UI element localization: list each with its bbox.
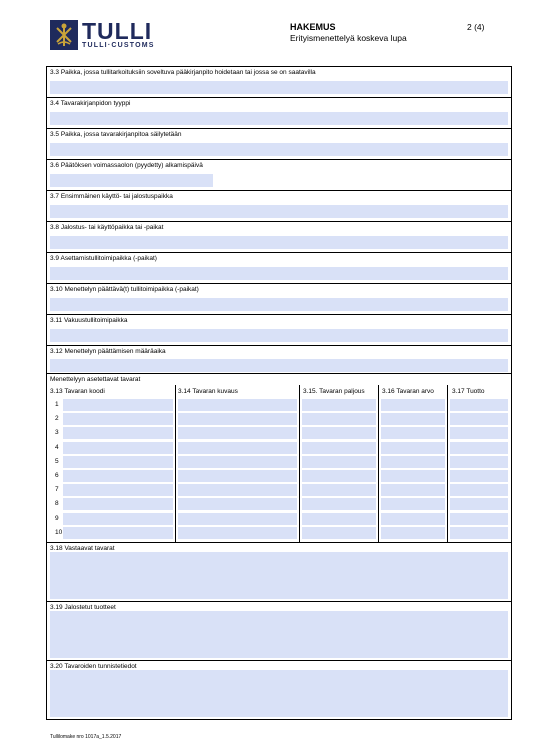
row-number: 5 [55,457,59,465]
table-divider [299,385,300,542]
field-equivalent-goods[interactable] [50,552,508,599]
form-title: HAKEMUS [290,22,336,32]
goods-cell[interactable] [381,498,445,510]
goods-cell[interactable] [381,470,445,482]
section-3-11 [47,315,511,346]
logo-wordmark: TULLI [82,18,153,44]
section-label: 3.12 Menettelyn päättämisen määräaika [50,348,166,355]
customs-logo [50,20,174,52]
goods-cell[interactable] [302,399,376,411]
goods-cell[interactable] [450,513,508,525]
field-first-use-place[interactable] [50,205,508,218]
goods-cell[interactable] [381,513,445,525]
col-header-value: 3.16 Tavaran arvo [382,388,434,395]
goods-cell[interactable] [63,413,173,425]
goods-cell[interactable] [178,484,297,496]
goods-cell[interactable] [178,513,297,525]
goods-cell[interactable] [178,456,297,468]
row-number: 8 [55,500,59,508]
logo-subtitle: TULLI·CUSTOMS [82,42,155,49]
goods-table-title: Menettelyyn asetettavat tavarat [50,376,141,383]
goods-cell[interactable] [450,527,508,539]
section-label: 3.3 Paikka, jossa tullitarkoituksiin soveltuva pääkirjanpito hoidetaan tai jossa se on saatavilla [50,69,316,76]
goods-cell[interactable] [63,399,173,411]
page-number: 2 (4) [467,22,485,32]
goods-cell[interactable] [178,442,297,454]
field-office-of-placing[interactable] [50,267,508,280]
goods-cell[interactable] [63,470,173,482]
row-number: 10 [55,528,63,536]
section-3-18 [47,543,511,602]
section-3-8 [47,222,511,253]
goods-cell[interactable] [450,427,508,439]
section-3-10 [47,284,511,315]
field-discharge-period[interactable] [50,359,508,372]
field-office-of-discharge[interactable] [50,298,508,311]
row-number: 7 [55,486,59,494]
goods-cell[interactable] [63,442,173,454]
goods-cell[interactable] [381,399,445,411]
table-divider [378,385,379,542]
section-3-12 [47,346,511,374]
section-label: 3.7 Ensimmäinen käyttö- tai jalostuspaikka [50,193,173,200]
field-records-location[interactable] [50,143,508,156]
section-3-4 [47,98,511,129]
goods-cell[interactable] [450,442,508,454]
row-number: 1 [55,401,59,408]
goods-cell[interactable] [381,456,445,468]
field-bookkeeping-place[interactable] [50,81,508,94]
goods-cell[interactable] [302,513,376,525]
field-processed-products[interactable] [50,611,508,658]
goods-cell[interactable] [302,527,376,539]
col-header-description: 3.14 Tavaran kuvaus [178,388,238,395]
goods-cell[interactable] [302,484,376,496]
goods-cell[interactable] [381,527,445,539]
section-label: 3.11 Vakuustullitoimipaikka [50,317,128,324]
field-processing-place[interactable] [50,236,508,249]
table-divider [447,385,448,542]
section-label: 3.20 Tavaroiden tunnistetiedot [50,663,137,670]
field-identification[interactable] [50,670,508,717]
form-subtitle: Erityismenettelyä koskeva lupa [290,33,407,43]
goods-cell[interactable] [178,413,297,425]
goods-cell[interactable] [178,498,297,510]
section-label: 3.19 Jalostetut tuotteet [50,604,116,611]
section-label: 3.6 Päätöksen voimassaolon (pyydetty) alkamispäivä [50,162,203,169]
row-number: 4 [55,443,59,451]
form-header [0,0,536,60]
goods-cell[interactable] [302,427,376,439]
goods-cell[interactable] [178,399,297,411]
section-label: 3.8 Jalostus- tai käyttöpaikka tai -paikat [50,224,164,231]
section-label: 3.9 Asettamistullitoimipaikka (-paikat) [50,255,157,262]
col-header-code: 3.13 Tavaran koodi [50,388,105,395]
goods-cell[interactable] [63,513,173,525]
row-number: 3 [55,429,59,437]
goods-cell[interactable] [302,498,376,510]
section-3-5 [47,129,511,160]
goods-cell[interactable] [63,456,173,468]
goods-cell[interactable] [178,527,297,539]
goods-cell[interactable] [450,498,508,510]
customs-emblem-icon [50,20,78,50]
goods-cell[interactable] [302,442,376,454]
goods-cell[interactable] [302,456,376,468]
goods-cell[interactable] [450,484,508,496]
form-frame [46,66,512,720]
goods-cell[interactable] [63,498,173,510]
section-3-9 [47,253,511,284]
form-footer: Tullilomake nro 1017a_1.5.2017 [50,734,122,740]
goods-cell[interactable] [381,484,445,496]
section-3-19 [47,602,511,661]
goods-cell[interactable] [178,470,297,482]
goods-cell[interactable] [450,470,508,482]
section-label: 3.18 Vastaavat tavarat [50,545,115,552]
goods-cell[interactable] [450,399,508,411]
table-divider [175,385,176,542]
row-number: 9 [55,514,59,522]
field-guarantee-office[interactable] [50,329,508,342]
row-number: 2 [55,415,59,423]
section-label: 3.10 Menettelyn päättävä(t) tullitoimipaikka (-paikat) [50,286,199,293]
goods-cell[interactable] [178,427,297,439]
goods-cell[interactable] [302,470,376,482]
goods-cell[interactable] [381,413,445,425]
col-header-yield: 3.17 Tuotto [452,388,485,395]
section-3-3 [47,67,511,98]
goods-cell[interactable] [381,427,445,439]
goods-cell[interactable] [450,456,508,468]
goods-cell[interactable] [63,484,173,496]
goods-cell[interactable] [63,527,173,539]
section-label: 3.5 Paikka, jossa tavarakirjanpitoa säilytetään [50,131,182,138]
goods-cell[interactable] [63,427,173,439]
row-number: 6 [55,472,59,479]
section-3-6 [47,160,511,191]
goods-cell[interactable] [450,413,508,425]
goods-cell[interactable] [302,413,376,425]
section-label: 3.4 Tavarakirjanpidon tyyppi [50,100,131,107]
field-start-date[interactable] [50,174,213,187]
goods-cell[interactable] [381,442,445,454]
section-3-7 [47,191,511,222]
col-header-quantity: 3.15. Tavaran paljous [303,388,365,395]
field-records-type[interactable] [50,112,508,125]
section-3-20 [47,661,511,719]
